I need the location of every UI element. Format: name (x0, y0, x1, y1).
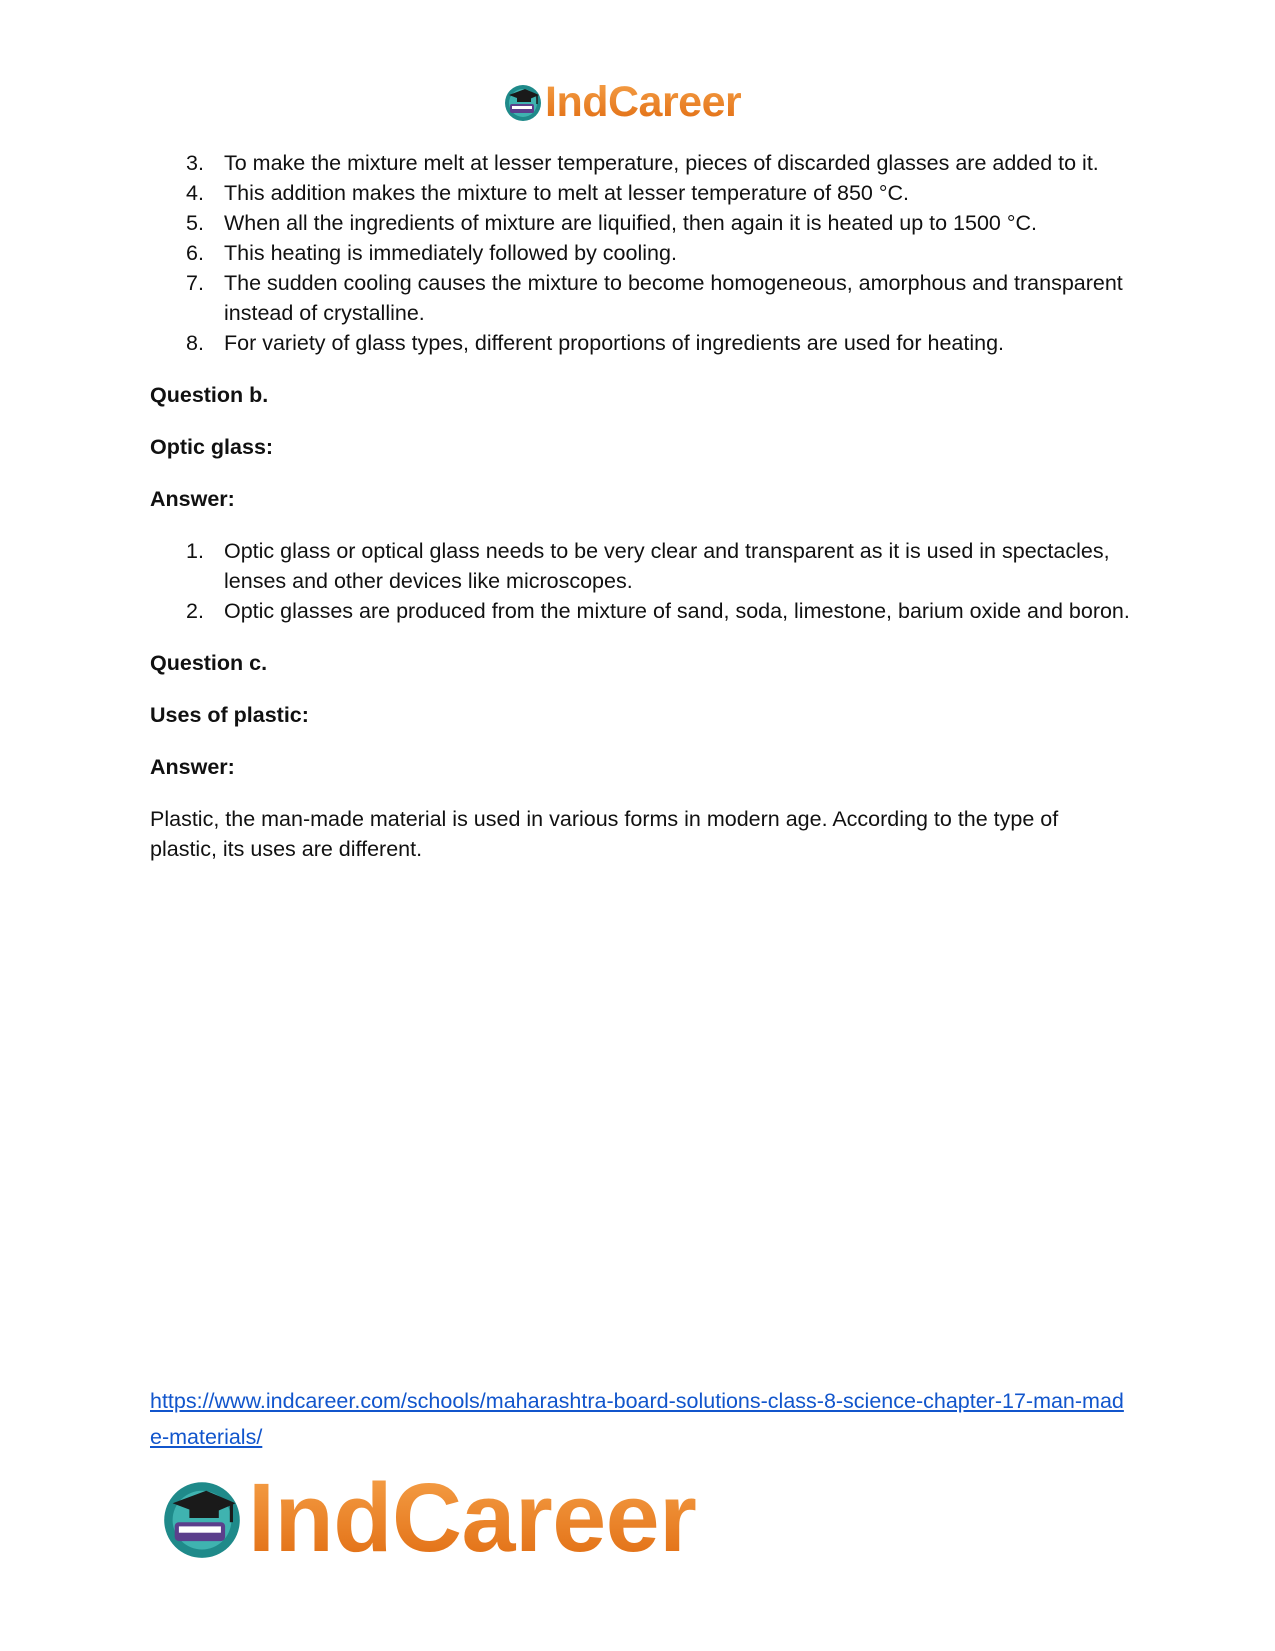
question-b-heading: Question b. (150, 383, 269, 407)
brand-name: IndCareer (248, 1463, 697, 1572)
list-text: Optic glass or optical glass needs to be very clear and transparent as it is used in spectacles, lenses and other devices like microscopes. (224, 539, 1110, 593)
list-text: The sudden cooling causes the mixture to become homogeneous, amorphous and transparent instead of crystalline. (224, 271, 1123, 325)
graduation-book-icon (503, 82, 543, 122)
list-text: For variety of glass types, different proportions of ingredients are used for heating. (224, 331, 1005, 355)
list-item (150, 148, 1130, 178)
answer-b-label: Answer: (150, 487, 235, 511)
document-body (150, 148, 1130, 864)
optic-glass-list (150, 536, 1130, 626)
answer-c-text: Plastic, the man-made material is used in various forms in modern age. According to the type of plastic, its uses are different. (150, 807, 1059, 861)
list-item (150, 208, 1130, 238)
list-number: 8. (186, 331, 204, 355)
brand-name: IndCareer (545, 78, 742, 126)
footer-logo (160, 1463, 697, 1572)
uses-of-plastic-heading: Uses of plastic: (150, 703, 309, 727)
list-item (150, 536, 1130, 596)
list-number: 3. (186, 151, 204, 175)
list-item (150, 268, 1130, 328)
list-number: 5. (186, 211, 204, 235)
answer-c-label: Answer: (150, 755, 235, 779)
list-text: To make the mixture melt at lesser temperature, pieces of discarded glasses are added to it. (224, 151, 1099, 175)
list-item (150, 328, 1130, 358)
graduation-book-icon (160, 1476, 244, 1560)
steps-list (150, 148, 1130, 358)
list-number: 6. (186, 241, 204, 265)
list-text: This addition makes the mixture to melt at lesser temperature of 850 °C. (224, 181, 909, 205)
list-text: This heating is immediately followed by cooling. (224, 241, 677, 265)
list-item (150, 178, 1130, 208)
list-text: When all the ingredients of mixture are liquified, then again it is heated up to 1500 °C. (224, 211, 1037, 235)
optic-glass-heading: Optic glass: (150, 435, 274, 459)
header-logo (503, 78, 741, 126)
list-text: Optic glasses are produced from the mixture of sand, soda, limestone, barium oxide and boron. (224, 599, 1130, 623)
list-item (150, 238, 1130, 268)
question-c-heading: Question c. (150, 651, 268, 675)
list-number: 4. (186, 181, 204, 205)
list-number: 7. (186, 271, 204, 295)
footer-url-link[interactable]: https://www.indcareer.com/schools/maharashtra-board-solutions-class-8-science-chapter-17-man-made-materials/ (150, 1389, 1124, 1449)
list-number: 2. (186, 599, 204, 623)
list-item (150, 596, 1130, 626)
list-number: 1. (186, 539, 204, 563)
